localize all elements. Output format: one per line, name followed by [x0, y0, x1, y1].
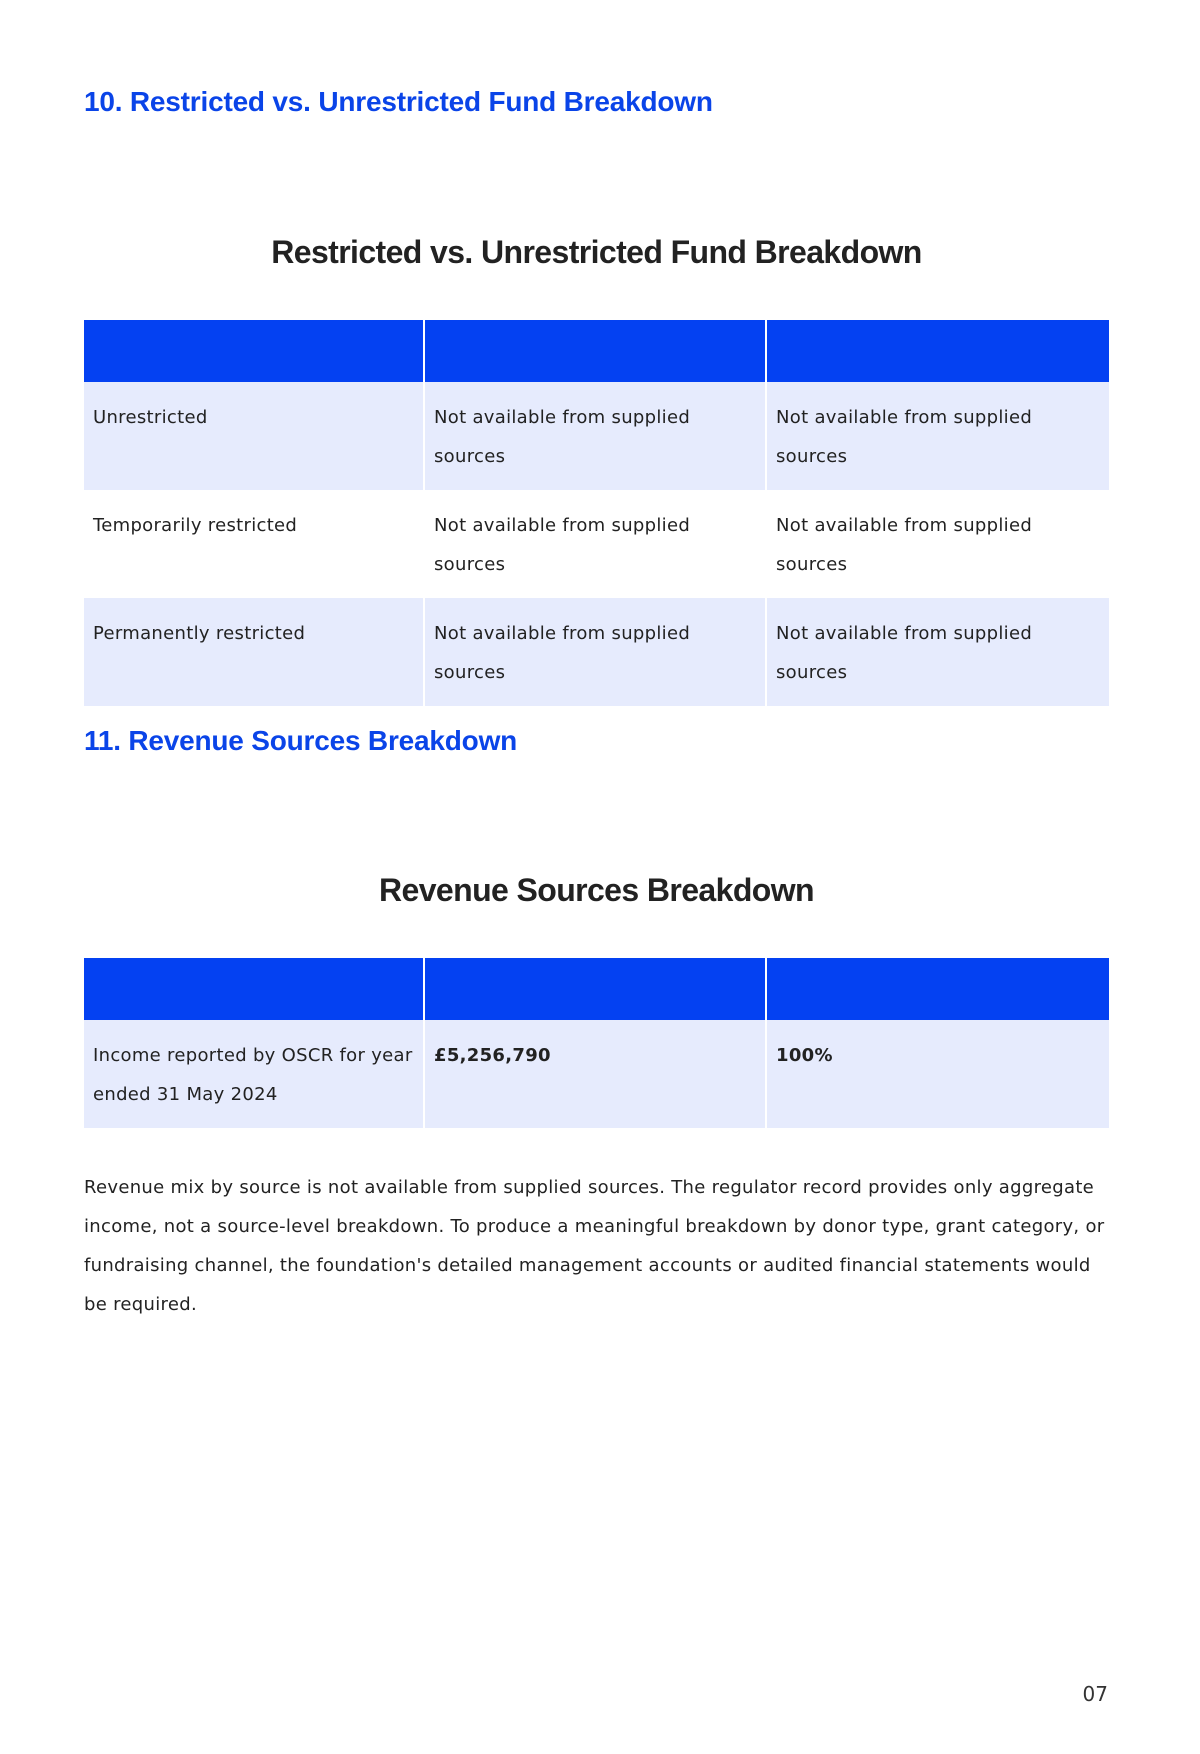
table-cell: Not available from supplied sources	[766, 598, 1109, 706]
income-description-cell: Income reported by OSCR for year ended 31 May 2024	[84, 1020, 424, 1128]
section-heading-restricted-funds: 10. Restricted vs. Unrestricted Fund Breakdown	[84, 86, 713, 117]
table-cell: Not available from supplied sources	[424, 382, 766, 490]
table-cell: Not available from supplied sources	[424, 598, 766, 706]
fund-type-cell: Temporarily restricted	[84, 490, 424, 598]
fund-type-cell: Unrestricted	[84, 382, 424, 490]
table-title-restricted-funds: Restricted vs. Unrestricted Fund Breakdown	[271, 234, 922, 270]
table-row	[84, 1020, 1109, 1128]
table-row	[84, 382, 1109, 490]
table-row	[84, 598, 1109, 706]
table-cell: Not available from supplied sources	[424, 490, 766, 598]
revenue-sources-table	[84, 958, 1109, 1128]
income-amount-cell: £5,256,790	[424, 1020, 766, 1128]
page-number: 07	[1082, 1682, 1108, 1706]
header-cell	[766, 320, 1109, 382]
table-title-revenue-sources: Revenue Sources Breakdown	[379, 872, 814, 908]
revenue-note-paragraph: Revenue mix by source is not available from supplied sources. The regulator record provides only aggregate income, not a source-level breakdown. To produce a meaningful breakdown by donor type, grant category, or fundraising channel, the foundation's detailed management accounts or audited financial statements would be required.	[84, 1177, 1105, 1315]
table-cell: Not available from supplied sources	[766, 490, 1109, 598]
header-cell	[84, 958, 424, 1020]
table-row	[84, 490, 1109, 598]
header-cell	[424, 320, 766, 382]
fund-type-cell: Permanently restricted	[84, 598, 424, 706]
header-cell	[424, 958, 766, 1020]
header-cell	[766, 958, 1109, 1020]
header-cell	[84, 320, 424, 382]
section-heading-revenue-sources: 11. Revenue Sources Breakdown	[84, 725, 518, 756]
table-cell: Not available from supplied sources	[766, 382, 1109, 490]
restricted-funds-table	[84, 320, 1109, 706]
table-header-row	[84, 320, 1109, 382]
income-percentage-cell: 100%	[766, 1020, 1109, 1128]
table-header-row	[84, 958, 1109, 1020]
